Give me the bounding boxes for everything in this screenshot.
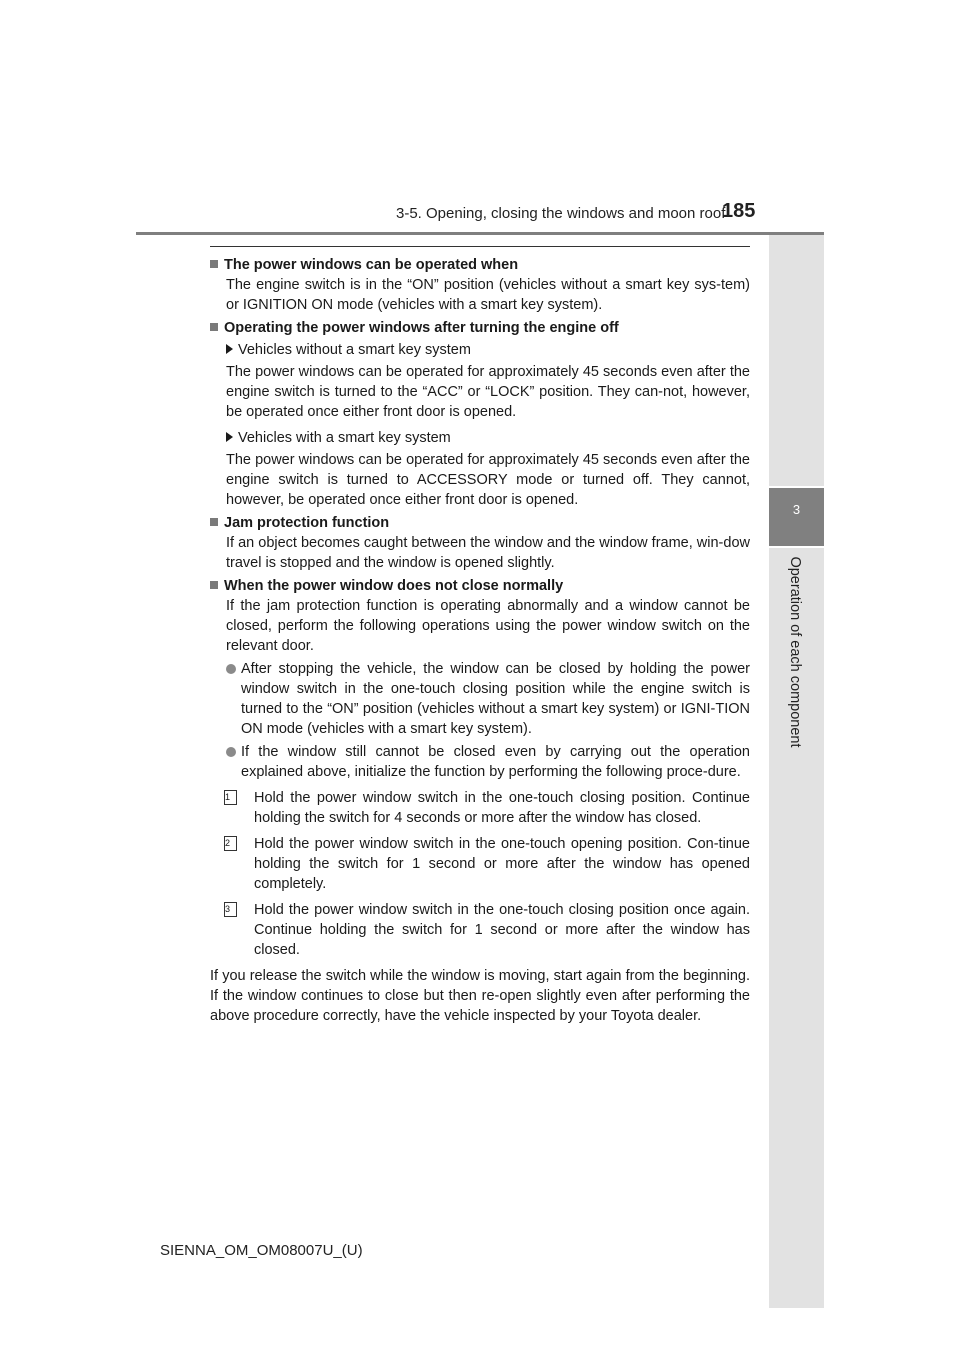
square-bullet-icon: [210, 260, 218, 268]
section-heading: Operating the power windows after turning the engine off: [210, 318, 750, 338]
step-item: 3 Hold the power window switch in the one-touch closing position once again. Continue holding the switch for 1 second or more after the window has closed.: [225, 902, 750, 958]
circle-bullet-icon: [226, 747, 236, 757]
section-body: If the jam protection function is operating abnormally and a window cannot be closed, perform the following operations using the power window switch on the relevant door.: [226, 598, 750, 654]
triangle-arrow-icon: [226, 344, 233, 354]
side-tab-upper: [769, 235, 824, 486]
page-number: 185: [722, 200, 756, 222]
circle-bullet-icon: [226, 664, 236, 674]
header-section-title: 3-5. Opening, closing the windows and moon roof: [396, 205, 726, 222]
section-body: The power windows can be operated for approximately 45 seconds even after the engine switch is turned to the “ACC” or “LOCK” position. They can-not, however, be operated once either front door is opened.: [226, 364, 750, 420]
subsection-label: Vehicles with a smart key system: [226, 428, 750, 448]
closing-paragraph: If you release the switch while the window is moving, start again from the beginning. If the window continues to close but then re-open slightly even after performing the above procedure correctly, have the vehicle inspected by your Toyota dealer.: [210, 968, 750, 1024]
page-content: [210, 252, 750, 1026]
footer-doc-code: SIENNA_OM_OM08007U_(U): [160, 1242, 363, 1259]
content-top-rule: [210, 246, 750, 247]
step-item: 2 Hold the power window switch in the one-touch opening position. Con-tinue holding the switch for 1 second or more after the window has opened completely.: [225, 836, 750, 892]
section-body: The engine switch is in the “ON” position (vehicles without a smart key sys-tem) or IGNITION ON mode (vehicles with a smart key system).: [226, 277, 750, 313]
step-number-box: 1: [224, 790, 237, 805]
chapter-number: 3: [792, 502, 801, 517]
step-number-box: 3: [224, 902, 237, 917]
square-bullet-icon: [210, 518, 218, 526]
triangle-arrow-icon: [226, 432, 233, 442]
subsection-label: Vehicles without a smart key system: [226, 340, 750, 360]
step-number-box: 2: [224, 836, 237, 851]
section-heading: Jam protection function: [210, 513, 750, 533]
chapter-title: Operation of each component: [787, 556, 803, 748]
header-rule: [136, 232, 824, 235]
section-heading: When the power window does not close normally: [210, 576, 750, 596]
section-body: If an object becomes caught between the window and the window frame, win-dow travel is stopped and the window is opened slightly.: [226, 535, 750, 571]
square-bullet-icon: [210, 323, 218, 331]
square-bullet-icon: [210, 581, 218, 589]
step-item: 1 Hold the power window switch in the one-touch closing position. Continue holding the switch for 4 seconds or more after the window has closed.: [225, 790, 750, 826]
bullet-item: After stopping the vehicle, the window can be closed by holding the power window switch in the one-touch closing position while the engine switch is turned to the “ON” position (vehicles without a smart key system) or IGNI-TION ON mode (vehicles with a smart key system).: [226, 659, 750, 739]
section-body: The power windows can be operated for approximately 45 seconds even after the engine switch is turned to ACCESSORY mode or turned off. They cannot, however, be operated once either front door is opened.: [226, 452, 750, 508]
section-heading: The power windows can be operated when: [210, 255, 750, 275]
bullet-item: If the window still cannot be closed even by carrying out the operation explained above, initialize the function by performing the following proce-dure.: [226, 742, 750, 782]
